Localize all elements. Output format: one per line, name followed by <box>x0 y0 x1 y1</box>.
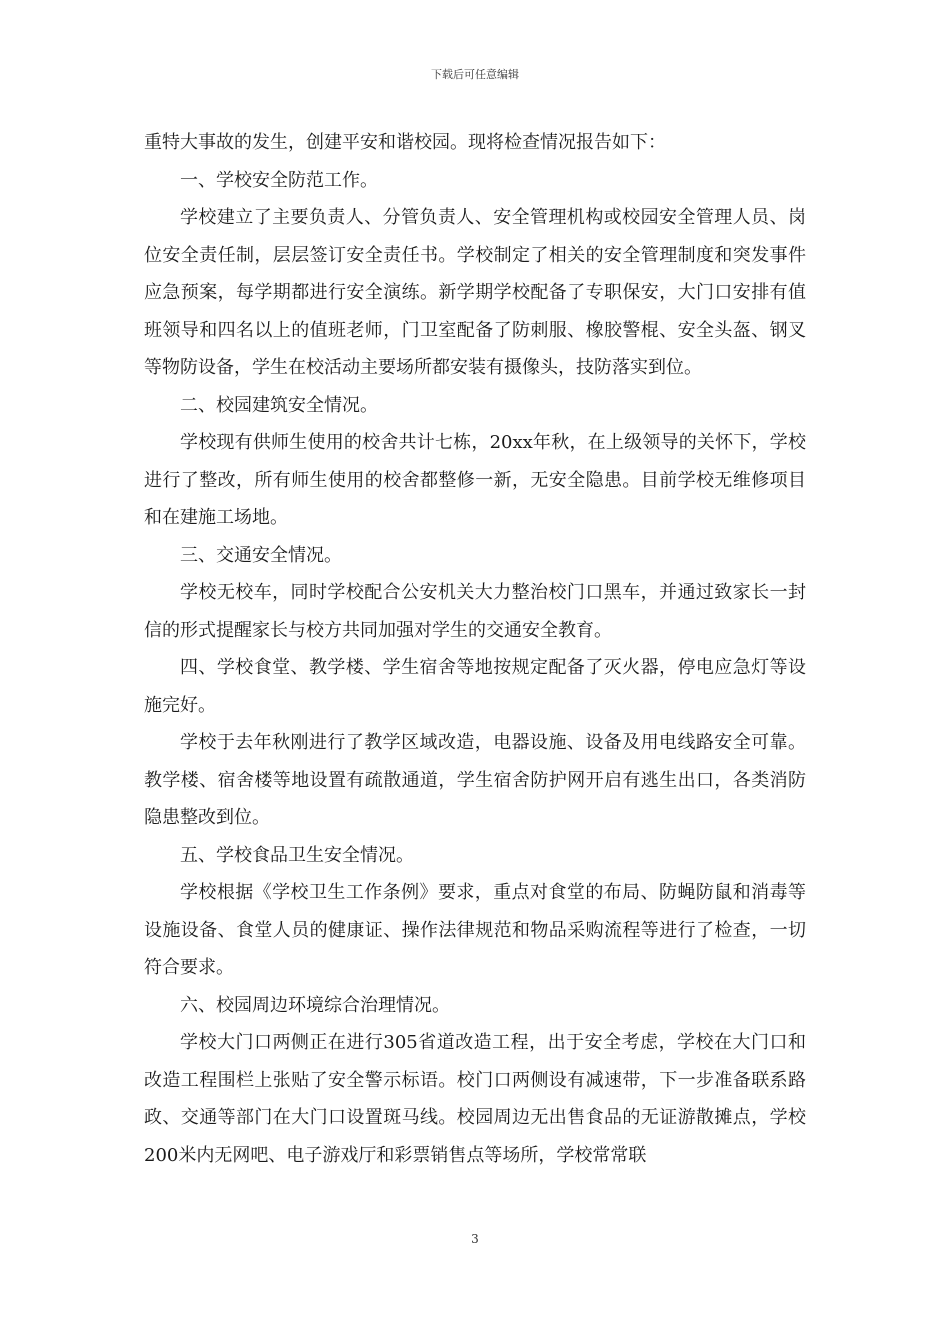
paragraph-1: 学校建立了主要负责人、分管负责人、安全管理机构或校园安全管理人员、岗位安全责任制，层层签订安全责任书。学校制定了相关的安全管理制度和突发事件应急预案，每学期都进行安全演练。新学期学校配备了专职保安，大门口安排有值班领导和四名以上的值班老师，门卫室配备了防刺服、橡胶警棍、安全头盔、钢叉等物防设备，学生在校活动主要场所都安装有摄像头，技防落实到位。 <box>144 207 806 378</box>
paragraph-intro: 重特大事故的发生，创建平安和谐校园。现将检查情况报告如下： <box>144 132 666 153</box>
section-heading-3: 三、交通安全情况。 <box>180 544 342 566</box>
section-heading-1: 一、学校安全防范工作。 <box>180 169 378 191</box>
paragraph-5: 学校根据《学校卫生工作条例》要求，重点对食堂的布局、防蝇防鼠和消毒等设施设备、食堂人员的健康证、操作法律规范和物品采购流程等进行了检查，一切符合要求。 <box>144 882 806 978</box>
section-heading-4: 四、学校食堂、教学楼、学生宿舍等地按规定配备了灭火器，停电应急灯等设施完好。 <box>144 657 806 716</box>
paragraph-3: 学校无校车，同时学校配合公安机关大力整治校门口黑车，并通过致家长一封信的形式提醒家长与校方共同加强对学生的交通安全教育。 <box>144 582 806 641</box>
section-heading-6: 六、校园周边环境综合治理情况。 <box>180 994 450 1016</box>
paragraph-6: 学校大门口两侧正在进行305省道改造工程，出于安全考虑，学校在大门口和改造工程围栏上张贴了安全警示标语。校门口两侧设有减速带，下一步准备联系路政、交通等部门在大门口设置斑马线。校园周边无出售食品的无证游散摊点，学校200米内无网吧、电子游戏厅和彩票销售点等场所，学校常常联 <box>144 1032 806 1166</box>
document-body <box>144 124 806 1174</box>
paragraph-2: 学校现有供师生使用的校舍共计七栋，20xx年秋，在上级领导的关怀下，学校进行了整改，所有师生使用的校舍都整修一新，无安全隐患。目前学校无维修项目和在建施工场地。 <box>144 432 806 528</box>
page-number: 3 <box>471 1232 479 1246</box>
paragraph-4: 学校于去年秋刚进行了教学区域改造，电器设施、设备及用电线路安全可靠。教学楼、宿舍楼等地设置有疏散通道，学生宿舍防护网开启有逃生出口，各类消防隐患整改到位。 <box>144 732 806 828</box>
section-heading-2: 二、校园建筑安全情况。 <box>180 394 378 416</box>
section-heading-5: 五、学校食品卫生安全情况。 <box>180 844 414 866</box>
header-note: 下载后可任意编辑 <box>431 68 519 81</box>
